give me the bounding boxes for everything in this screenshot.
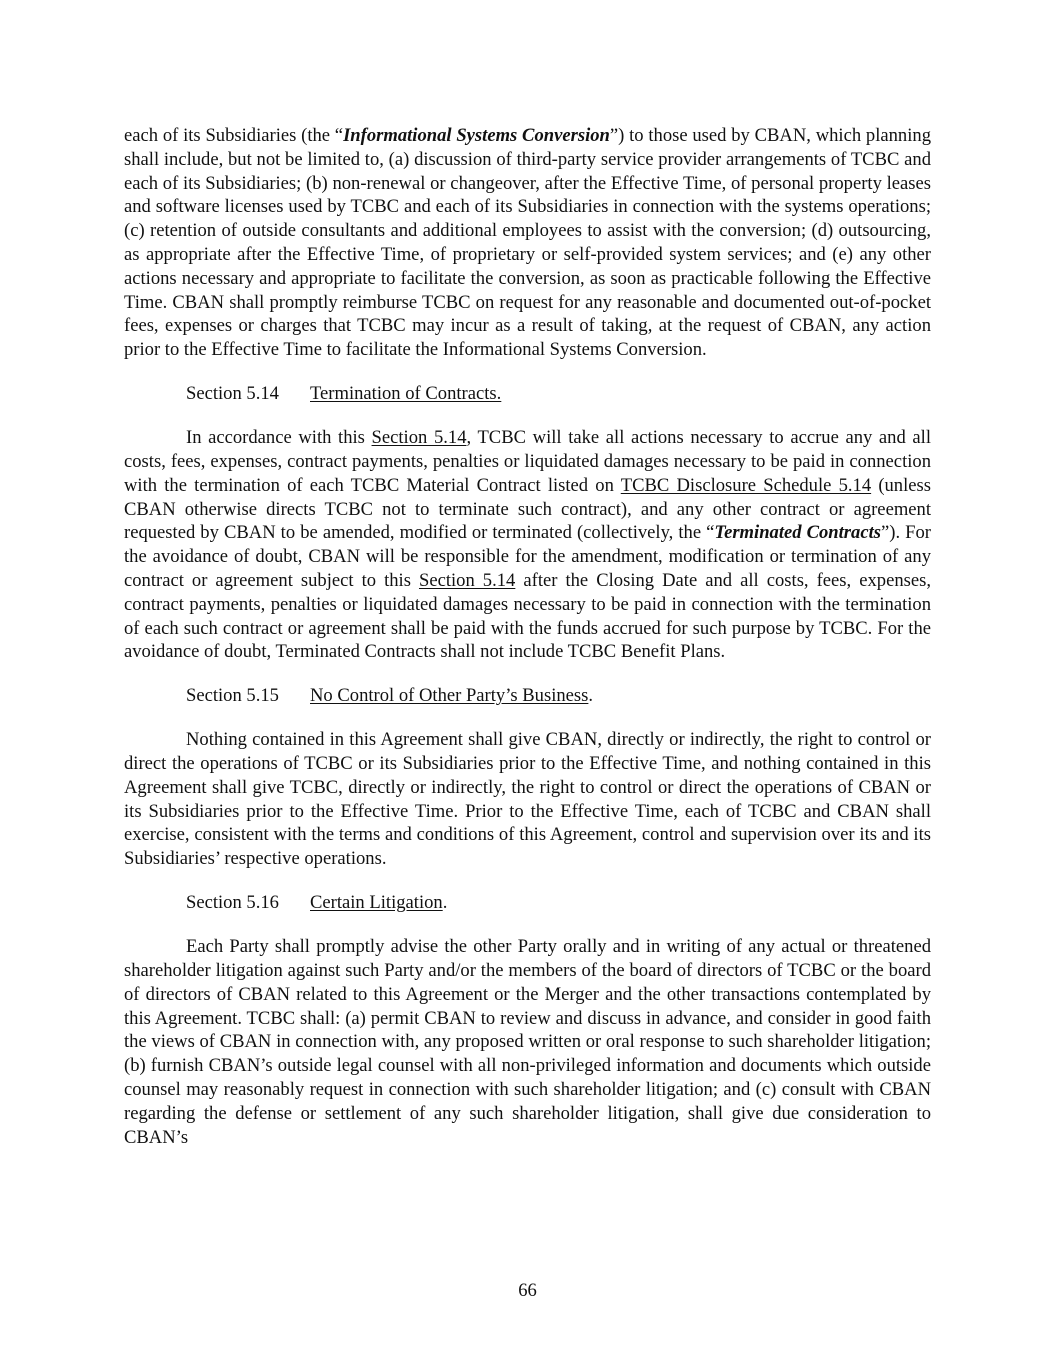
paragraph-text: (unless CBAN otherwise directs TCBC not to terminate such contract), and any other contract or agreement requested by CBAN to be amended, modified or terminated (collectively, the “	[124, 474, 931, 544]
section-title: Certain Litigation	[310, 892, 443, 914]
paragraph-text: after the Closing Date and all costs, fees, expenses, contract payments, penalties or liquidated damages necessary to be paid in connection with the termination of each such contract or agreement shall be paid with the funds accrued for such purpose by TCBC. For the avoidance of doubt, Terminated Contracts shall not include TCBC Benefit Plans.	[124, 569, 931, 663]
section-title-period: .	[442, 892, 448, 914]
section-title: Termination of Contracts.	[310, 383, 502, 405]
section-5-16-body: Each Party shall promptly advise the other Party orally and in writing of any actual or threatened shareholder litigation against such Party and/or the members of the board of directors of TCBC or the board of directors of CBAN related to this Agreement or the Merger and the other transactions contemplated by this Agreement. TCBC shall: (a) permit CBAN to review and discuss in advance, and consider in good faith the views of CBAN in connection with, any proposed written or oral response to such shareholder litigation; (b) furnish CBAN’s outside legal counsel with all non-privileged information and documents which outside counsel may reasonably request in connection with such shareholder litigation; and (c) consult with CBAN regarding the defense or settlement of any such shareholder litigation, shall give due consideration to CBAN’s	[124, 936, 931, 1148]
section-title-period: .	[588, 685, 594, 707]
section-5-15-heading	[186, 684, 931, 708]
section-5-14-heading	[186, 382, 931, 406]
schedule-reference: TCBC Disclosure Schedule 5.14	[620, 474, 872, 496]
paragraph-text: In accordance with this	[186, 427, 372, 449]
section-title: No Control of Other Party’s Business	[310, 685, 589, 707]
paragraph-text: , TCBC will take all actions necessary to accrue any and all costs, fees, expenses, contract payments, penalties or liquidated damages necessary to be paid in connection with the termination of each TCBC Material Contract listed on	[124, 427, 931, 496]
section-number: Section 5.15	[186, 685, 279, 707]
paragraph-informational-systems-conversion	[124, 124, 931, 362]
section-5-15-body: Nothing contained in this Agreement shall give CBAN, directly or indirectly, the right to control or direct the operations of TCBC or its Subsidiaries prior to the Effective Time, and nothing contained in this Agreement shall give TCBC, directly or indirectly, the right to control or direct the operations of CBAN or its Subsidiaries prior to the Effective Time. Prior to the Effective Time, each of TCBC and CBAN shall exercise, consistent with the terms and conditions of this Agreement, control and supervision over its and its Subsidiaries’ respective operations.	[124, 729, 931, 870]
defined-term: Terminated Contracts	[714, 522, 881, 544]
section-number: Section 5.14	[186, 383, 279, 405]
paragraph-text: each of its Subsidiaries (the “	[124, 125, 344, 146]
page-number: 66	[518, 1280, 537, 1301]
section-number: Section 5.16	[186, 892, 279, 914]
section-5-16-heading	[186, 891, 931, 915]
paragraph-text: ”) to those used by CBAN, which planning shall include, but not be limited to, (a) discussion of third-party service provider arrangements of TCBC and each of its Subsidiaries; (b) non-renewal or changeover, after the Effective Time, of personal property leases and software licenses used by TCBC and each of its Subsidiaries in connection with the systems operations; (c) retention of outside consultants and additional employees to assist with the conversion; (d) outsourcing, as appropriate after the Effective Time, of proprietary or self-provided system services; and (e) any other actions necessary and appropriate to facilitate the conversion, as soon as practicable following the Effective Time. CBAN shall promptly reimburse TCBC on request for any reasonable and documented out-of-pocket fees, expenses or charges that TCBC may incur as a result of taking, at the request of CBAN, any action prior to the Effective Time to facilitate the Informational Systems Conversion.	[124, 125, 931, 361]
section-5-14-body	[124, 426, 931, 664]
document-page	[124, 124, 931, 1170]
defined-term: Informational Systems Conversion	[343, 125, 610, 146]
section-reference: Section 5.14	[371, 427, 467, 449]
section-reference: Section 5.14	[418, 569, 516, 591]
paragraph-text: ”). For the avoidance of doubt, CBAN will be responsible for the amendment, modification or termination of any contract or agreement subject to this	[124, 522, 931, 591]
